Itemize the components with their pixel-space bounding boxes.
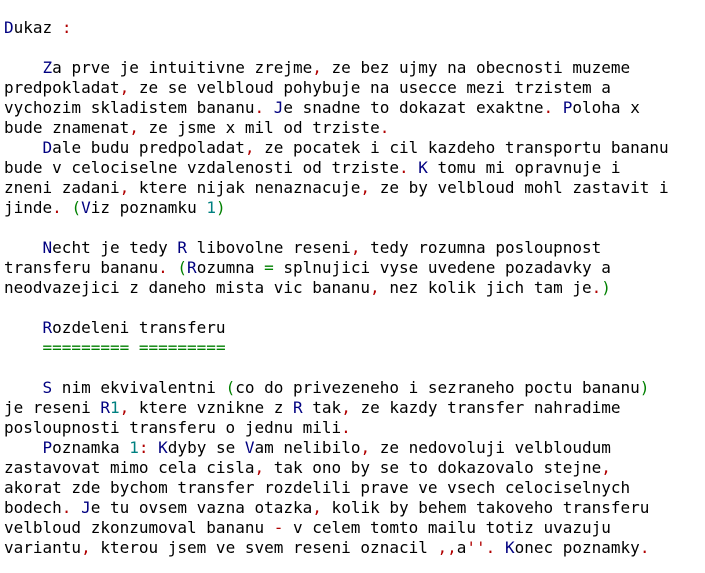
text-line: Necht je tedy R libovolne reseni, tedy rozumna posloupnost: [42, 238, 602, 257]
text-line: Dukaz :: [4, 18, 72, 37]
text-line: S nim ekvivalentni (co do privezeneho i sezraneho poctu bananu): [42, 378, 650, 397]
text-line: vychozim skladistem bananu. Je snadne to dokazat exaktne. Poloha x: [4, 98, 640, 117]
text-line: [4, 358, 705, 378]
text-line: posloupnosti transferu o jednu mili.: [4, 418, 351, 437]
text-line: bude v celociselne vzdalenosti od trziste. K tomu mi opravnuje i: [4, 158, 621, 177]
text-line: akorat zde bychom transfer rozdelili prave ve vsech celociselnych: [4, 478, 631, 497]
text-line: [4, 218, 705, 238]
text-line: zastavovat mimo cela cisla, tak ono by se to dokazovalo stejne,: [4, 458, 611, 477]
text-line: predpokladat, ze se velbloud pohybuje na usecce mezi trzistem a: [4, 78, 611, 97]
text-line: bodech. Je tu ovsem vazna otazka, kolik by behem takoveho transferu: [4, 498, 650, 517]
text-line: [4, 38, 705, 58]
text-line: je reseni R1, ktere vznikne z R tak, ze kazdy transfer nahradime: [4, 398, 621, 417]
text-line: Poznamka 1: Kdyby se Vam nelibilo, ze nedovoluji velbloudum: [42, 438, 611, 457]
text-line: ========= =========: [42, 338, 226, 357]
text-line: transferu bananu. (Rozumna = splnujici vyse uvedene pozadavky a: [4, 258, 611, 277]
text-line: variantu, kterou jsem ve svem reseni oznacil ,,a''. Konec poznamky.: [4, 538, 650, 557]
text-line: velbloud zkonzumoval bananu - v celem tomto mailu totiz uvazuju: [4, 518, 611, 537]
text-line: Dale budu predpoladat, ze pocatek i cil kazdeho transportu bananu: [42, 138, 669, 157]
text-line: neodvazejici z daneho mista vic bananu, nez kolik jich tam je.): [4, 278, 611, 297]
text-line: zneni zadani, ktere nijak nenaznacuje, ze by velbloud mohl zastavit i: [4, 178, 669, 197]
text-line: bude znamenat, ze jsme x mil od trziste.: [4, 118, 390, 137]
text-line: jinde. (Viz poznamku 1): [4, 198, 226, 217]
text-line: Rozdeleni transferu: [42, 318, 226, 337]
text-line: [4, 298, 705, 318]
text-line: Za prve je intuitivne zrejme, ze bez ujmy na obecnosti muzeme: [42, 58, 631, 77]
